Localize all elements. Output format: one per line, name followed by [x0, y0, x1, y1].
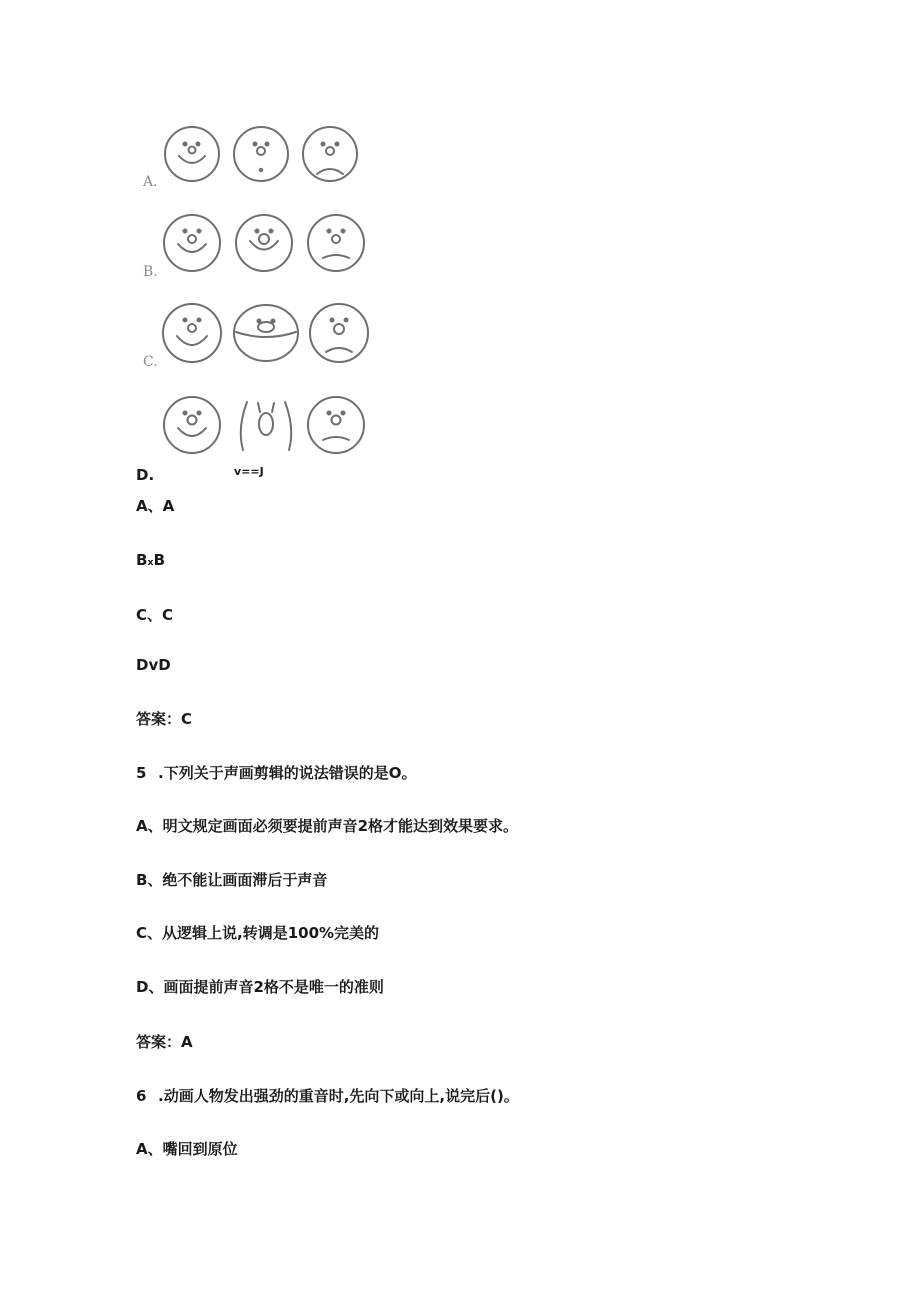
q5-option-d: D、画面提前声音2格不是唯一的准则 — [136, 978, 384, 996]
mouth-shape-figure — [135, 118, 375, 460]
faces-drawing — [135, 118, 375, 460]
q4-option-a: A、A — [136, 497, 175, 515]
row-label-d: D. — [136, 466, 155, 484]
q4-option-c: C、C — [136, 606, 174, 624]
q5-stem — [136, 762, 416, 783]
q5-option-c: C、从逻辑上说,转调是100%完美的 — [136, 924, 380, 942]
row-d-faces — [164, 397, 364, 453]
row-a-faces — [165, 127, 357, 181]
q4-option-d: DvD — [136, 656, 171, 674]
q5-answer: 答案：A — [136, 1033, 193, 1051]
q5-option-a: A、明文规定画面必须要提前声音2格才能达到效果要求。 — [136, 817, 519, 835]
q6-stem — [136, 1085, 519, 1106]
q5-number: 5 — [136, 764, 147, 782]
row-label-b: B. — [143, 264, 158, 280]
q6-option-a: A、嘴回到原位 — [136, 1140, 238, 1158]
q4-answer: 答案：C — [136, 710, 193, 728]
q5-option-b: B、绝不能让画面滞后于声音 — [136, 871, 328, 889]
q6-number: 6 — [136, 1087, 147, 1105]
row-label-a: A. — [143, 174, 158, 190]
row-b-faces — [164, 215, 364, 271]
q6-stem-text: .动画人物发出强劲的重音时,先向下或向上,说完后()。 — [158, 1087, 519, 1105]
face-d2 — [241, 402, 292, 450]
q4-option-b: BₓB — [136, 551, 166, 569]
ocr-stray-text: v==J — [234, 465, 264, 478]
row-label-c: C. — [143, 354, 158, 370]
row-c-faces — [163, 304, 368, 362]
q5-stem-text: .下列关于声画剪辑的说法错误的是O。 — [158, 764, 417, 782]
